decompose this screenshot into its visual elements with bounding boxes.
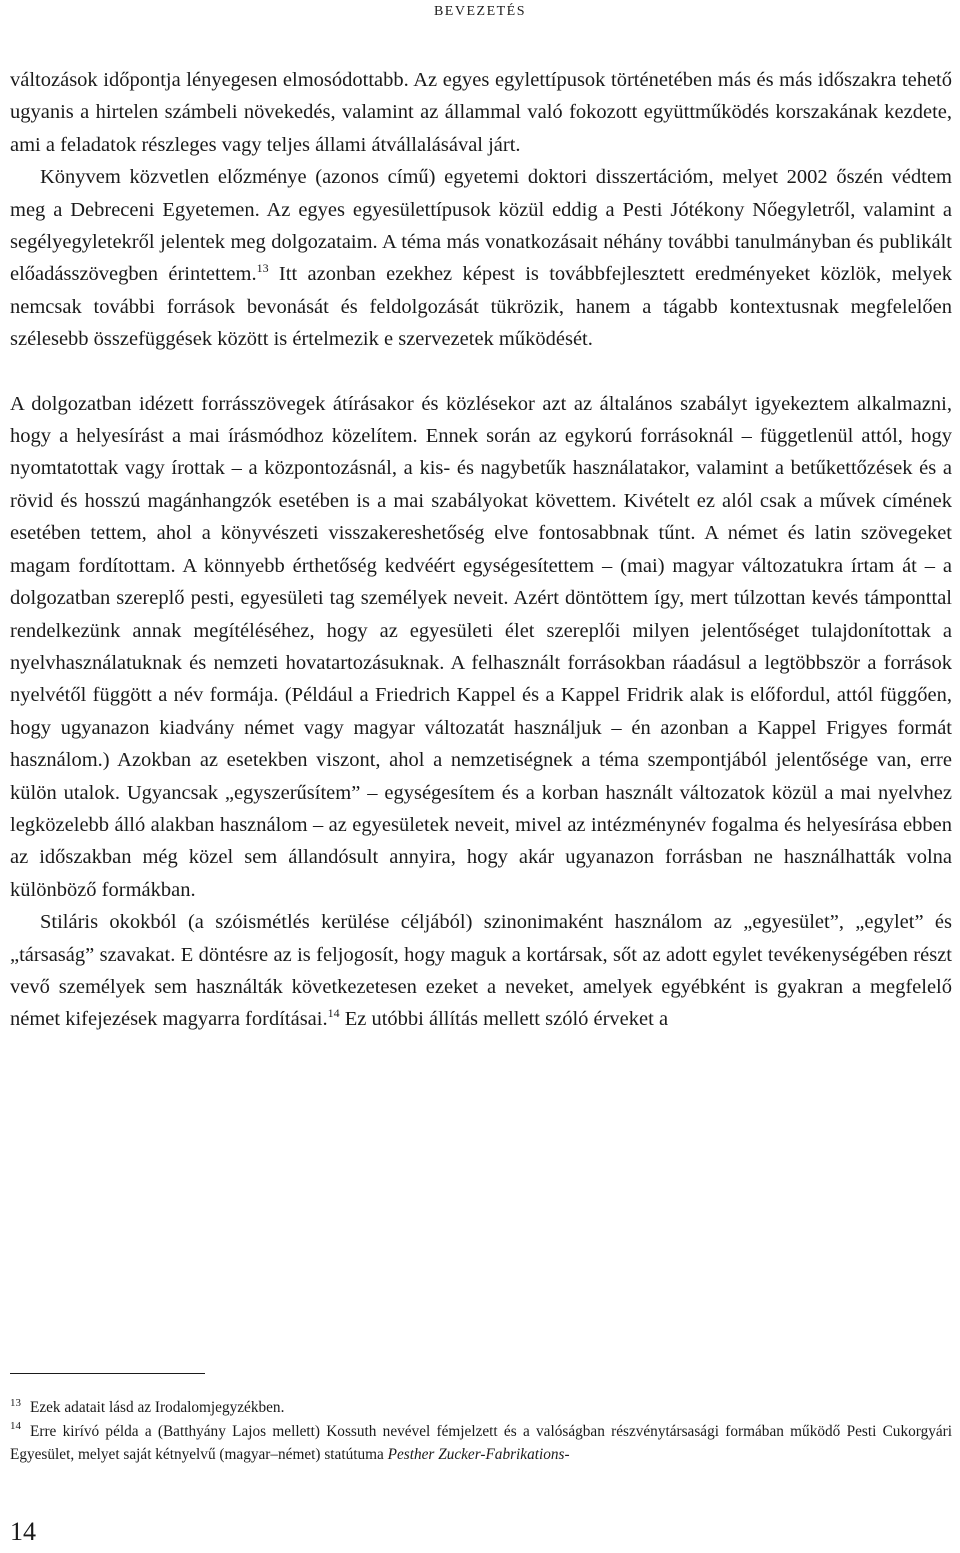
paragraph-1: változások időpontja lényegesen elmosódottabb. Az egyes egylettípusok történetében más és más időszakra tehető ugyanis a hirtelen számbeli növekedés, valamint az állammal való fokozott együttműködés korszakának kezdete, ami a feladatok részleges vagy teljes állami átvállalásával járt.: [10, 69, 952, 156]
paragraph-4: [10, 906, 952, 1036]
paragraph-3: A dolgozatban idézett forrásszövegek átírásakor és közlésekor azt az általános szabályt igyekeztem alkalmazni, hogy a helyesírást a mai írásmódhoz közelítem. Ennek során az egykorú forrásoknál – függetlenül attól, hogy nyomtatottak vagy írottak – a központozásnál, a kis- és nagybetűk használatakor, valamint a betűkettőzések és a rövid és hosszú magánhangzók esetében is a mai szabályokat követtem. Kivételt ez alól csak a művek címének esetében tettem, ahol a könyvészeti visszakereshetőség elve fontosabbnak tűnt. A német és latin szövegeket magam fordítottam. A könnyebb érthetőség kedvéért egységesítettem – (mai) magyar változatukra írtam át – a dolgozatban szereplő pesti, egyesületi tag személyek neveit. Azért döntöttem így, mert túlzottan kevés támponttal rendelkezünk annak megítéléséhez, hogy az egyesületi élet szereplői milyen jelentőséget tulajdonítottak a nyelvhasználatuknak és nemzeti hovatartozásuknak. A felhasznált forrásokban ráadásul a legtöbbször a források nyelvétől függött a név formája. (Például a Friedrich Kappel és a Kappel Fridrik alak is előfordul, attól függően, hogy ugyanazon kiadvány német vagy magyar változatát használjuk – én azonban a Kappel Frigyes formát használom.) Azokban az esetekben viszont, ahol a nemzetiségnek a téma szempontjából jelentősége van, erre külön utalok. Ugyancsak „egyszerűsítem” – egységesítem és a korban használt változatok közül a mai nyelvhez legközelebb álló alakban használom – az egyesületek neveit, mivel az intézménynév fogalma és helyesírása ebben az időszakban még közel sem állandósult annyira, hogy akár ugyanazon forrásban ne használhatták volna különböző formákban.: [10, 392, 952, 901]
paragraph-4-text-a: Stiláris okokból (a szóismétlés kerülése céljából) szinonimaként használom az „egyesület”, „egylet” és „társaság” szavakat. E döntésre az is feljogosít, hogy maguk a kortársak, sőt az adott egylet tevékenységében részt vevő személyek sem használták következetesen ezeket a neveket, amelyek egyébként is gyakran a megfelelő német kifejezések magyarra fordításai.: [10, 911, 952, 1031]
footnote-ref-14[interactable]: 14: [327, 1006, 340, 1021]
paragraph-2: [10, 161, 952, 355]
footnote-13: 13 Ezek adatait lásd az Irodalomjegyzékben.: [10, 1396, 285, 1416]
footnote-14-text: Erre kirívó példa a (Batthyány Lajos mellett) Kossuth nevével fémjelzett és a valóságban részvénytársasági formában működő Pesti Cukorgyári Egyesület, melyet saját kétnyelvű (magyar–német) statútuma: [10, 1422, 952, 1463]
footnotes: [10, 1396, 952, 1467]
main-text: [10, 64, 952, 1036]
footnote-ref-13[interactable]: 13: [256, 261, 269, 276]
footnote-13-text: Ezek adatait lásd az Irodalomjegyzékben.: [30, 1399, 285, 1416]
page-number: 14: [10, 1517, 36, 1546]
paragraph-2-text-b: Itt azonban ezekhez képest is továbbfejlesztett eredményeket közlök, melyek nemcsak további források bevonását és feldolgozását tükrözik, hanem a tágabb kontextusnak megfelelően szélesebb összefüggések között is értelmezik e szervezetek működését.: [10, 263, 952, 351]
paragraph-4-text-b: Ez utóbbi állítás mellett szóló érveket a: [339, 1008, 669, 1031]
footnote-14: 14 Erre kirívó példa a (Batthyány Lajos mellett) Kossuth nevével fémjelzett és a valóságban részvénytársasági formában működő Pesti Cukorgyári Egyesület, melyet saját kétnyelvű (magyar–német) statútuma Pesther Zucker-Fabrikations-: [10, 1420, 952, 1463]
footnote-14-title: Pesther Zucker-Fabrikations-: [387, 1446, 570, 1463]
running-head: BEVEZETÉS: [433, 4, 527, 19]
paragraph-2-text-a: Könyvem közvetlen előzménye (azonos című) egyetemi doktori disszertációm, melyet 2002 őszén védtem meg a Debreceni Egyetemen. Az egyes egyesülettípusok közül eddig a Pesti Jótékony Nőegyletről, valamint a segélyegyletekről jelentek meg dolgozataim. A téma más vonatkozásait néhány további tanulmányban és publikált előadásszövegben érintettem.: [10, 166, 952, 286]
footnote-rule: [10, 1373, 205, 1374]
